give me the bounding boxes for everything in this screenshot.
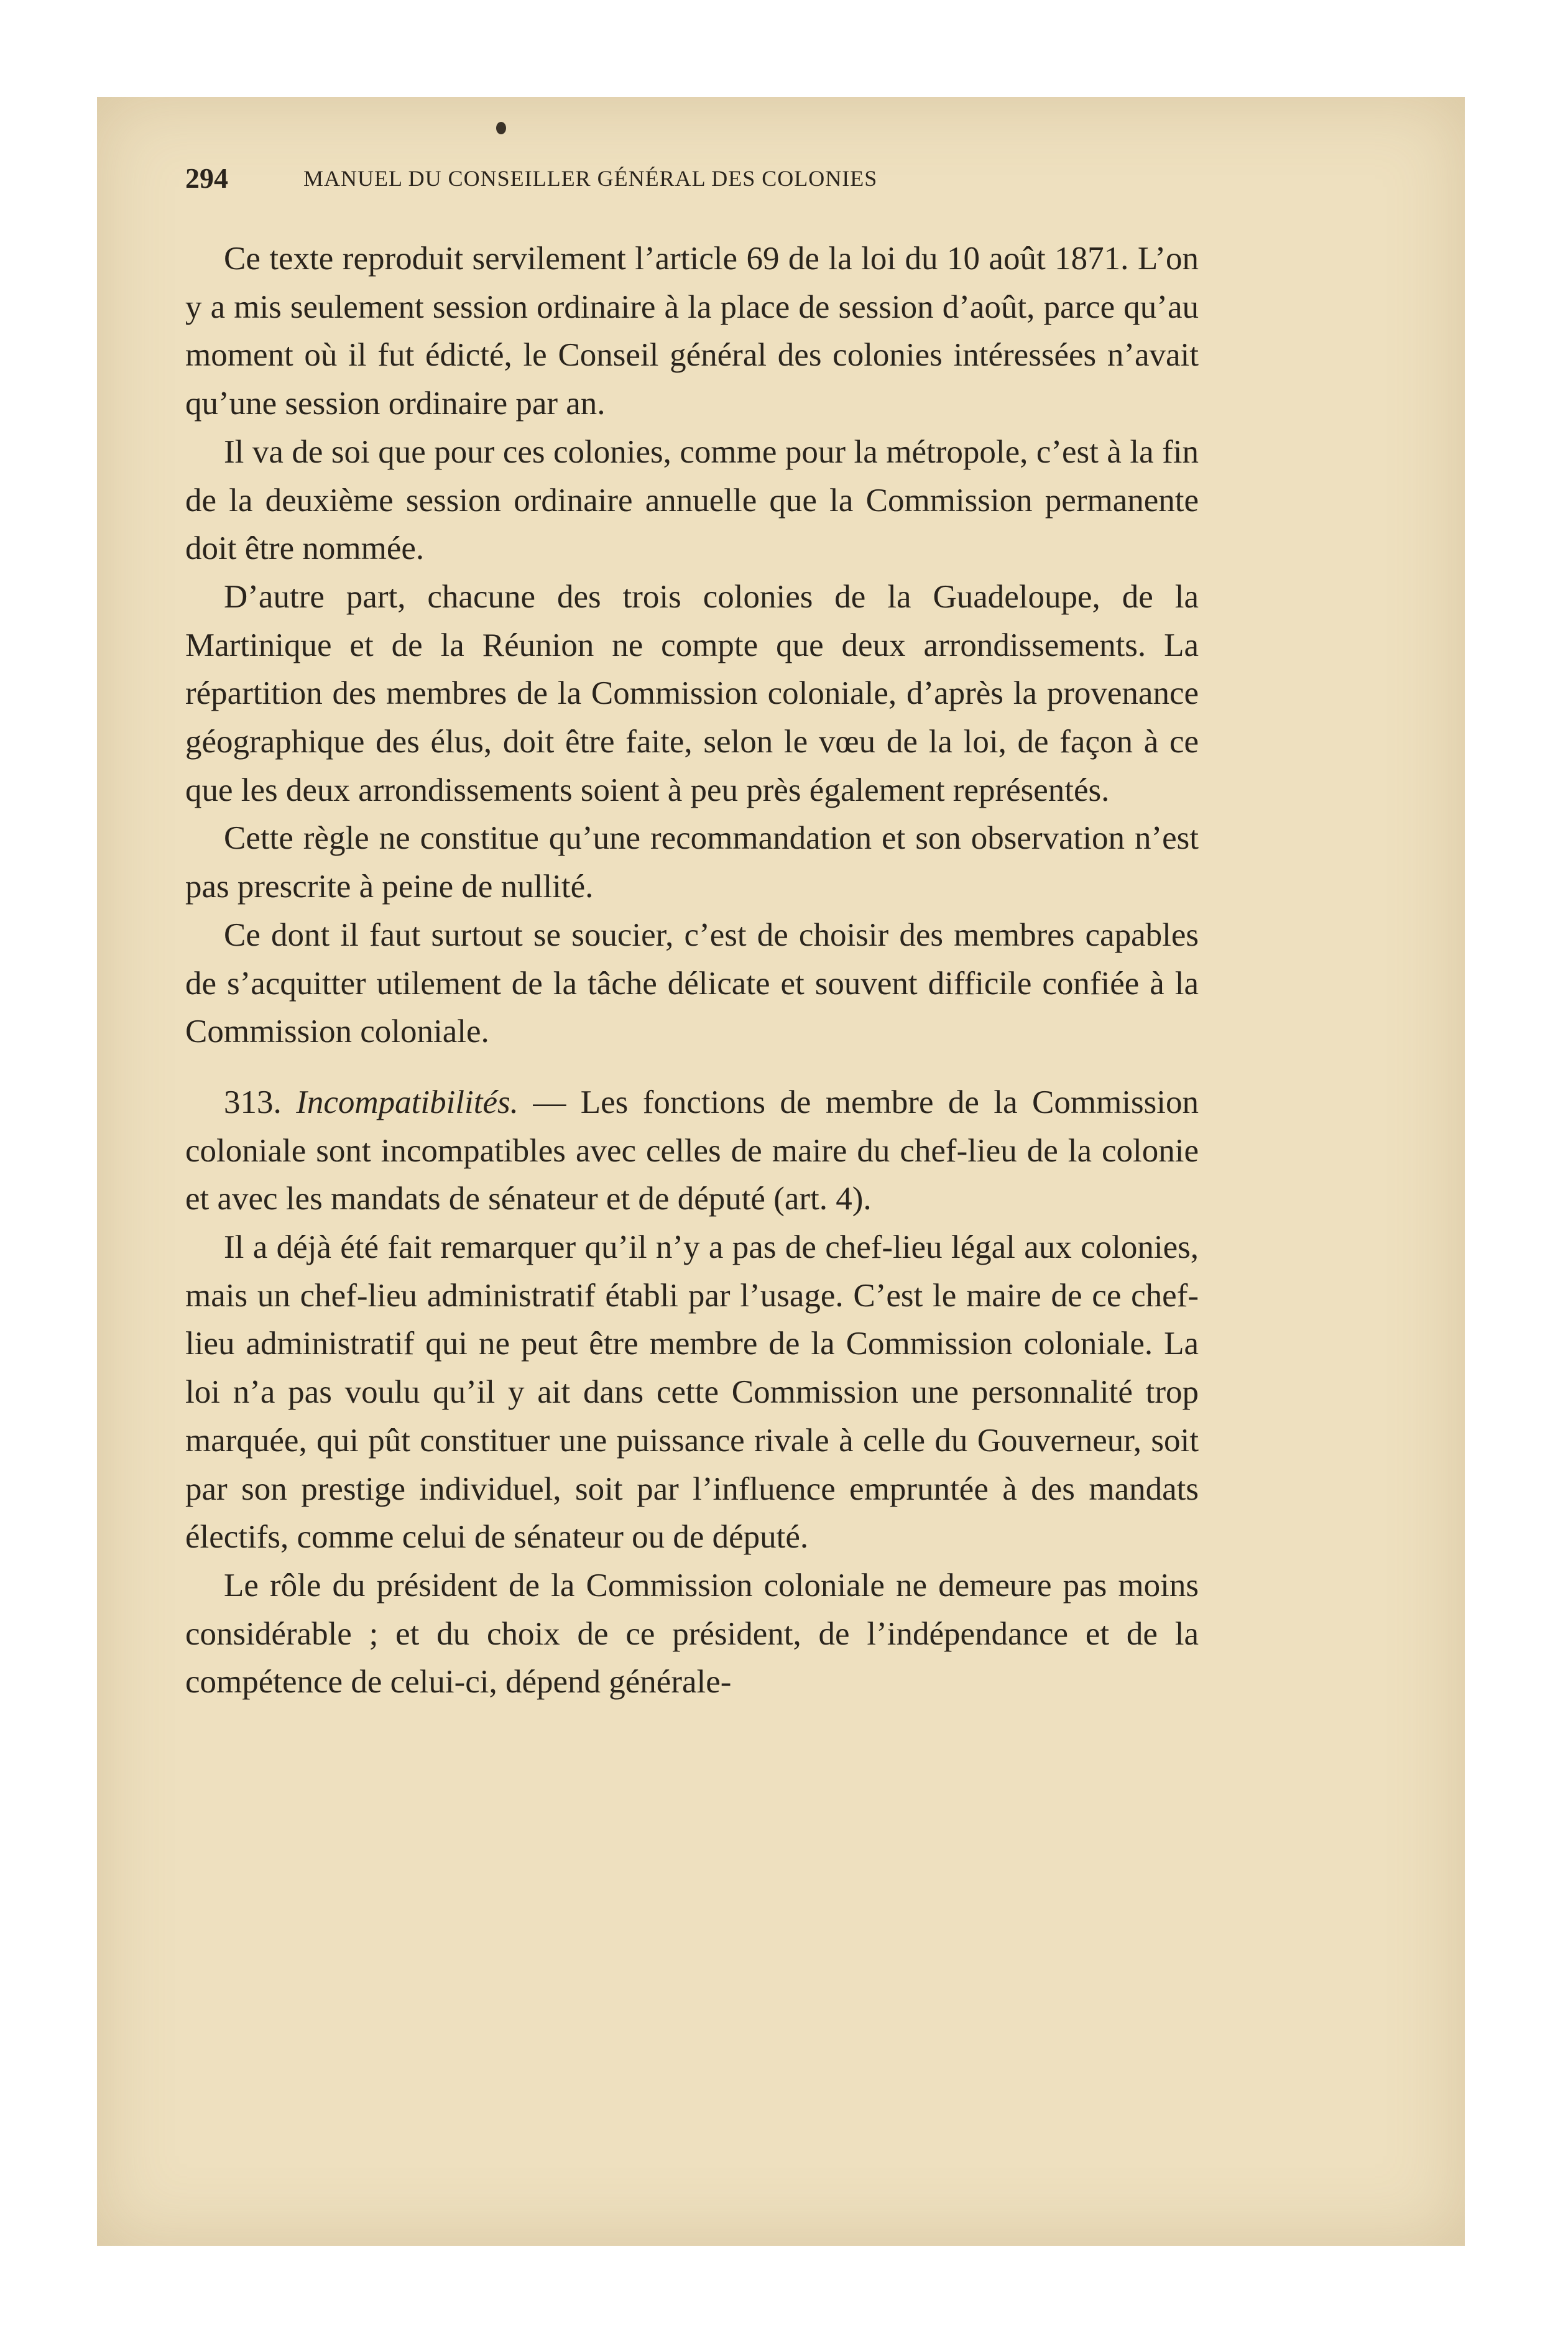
section-lead-text: — Les fonctions de membre de la Commission coloniale sont incompatibles avec celles de maire du chef-lieu de la colonie et avec les mandats de sénateur et de député (art. 4). [185, 1084, 1199, 1217]
section-paragraph [185, 1079, 1199, 1224]
paragraph: D’autre part, chacune des trois colonies de la Guadeloupe, de la Martinique et de la Réunion ne compte que deux arrondissements. La répartition des membres de la Commission coloniale, d’après la provenance géographique des élus, doit être faite, selon le vœu de la loi, de façon à ce que les deux arrondissements soient à peu près également représentés. [185, 578, 1199, 808]
page-header [185, 162, 1180, 199]
section-title: Incompatibilités. [296, 1084, 519, 1120]
paragraph: Ce texte reproduit servilement l’article 69 de la loi du 10 août 1871. L’on y a mis seulement session ordinaire à la place de session d’août, parce qu’au moment où il fut édicté, le Conseil général des colonies intéressées n’avait qu’une session ordinaire par an. [185, 241, 1199, 422]
paragraph: Cette règle ne constitue qu’une recommandation et son observation n’est pas prescrite à peine de nullité. [185, 820, 1199, 905]
running-title: MANUEL DU CONSEILLER GÉNÉRAL DES COLONIES [303, 166, 878, 191]
paragraph: Il a déjà été fait remarquer qu’il n’y a pas de chef-lieu légal aux colonies, mais un chef-lieu administratif établi par l’usage. C’est le maire de ce chef-lieu administratif qui ne peut être membre de la Commission coloniale. La loi n’a pas voulu qu’il y ait dans cette Commission une personnalité trop marquée, qui pût constituer une puissance rivale à celle du Gouverneur, soit par son prestige individuel, soit par l’influence empruntée à des mandats électifs, comme celui de sénateur ou de député. [185, 1229, 1199, 1556]
paragraph: Il va de soi que pour ces colonies, comme pour la métropole, c’est à la fin de la deuxième session ordinaire annuelle que la Commission permanente doit être nommée. [185, 433, 1199, 567]
page-number: 294 [185, 162, 228, 194]
ink-spot [496, 122, 506, 134]
paragraph: Ce dont il faut surtout se soucier, c’est de choisir des membres capables de s’acquitter utilement de la tâche délicate et souvent difficile confiée à la Commission coloniale. [185, 916, 1199, 1050]
body-text [185, 235, 1199, 1707]
paragraph: Le rôle du président de la Commission coloniale ne demeure pas moins considérable ; et du choix de ce président, de l’indépendance et de la compétence de celui-ci, dépend générale- [185, 1567, 1199, 1701]
section-number: 313. [224, 1084, 282, 1120]
